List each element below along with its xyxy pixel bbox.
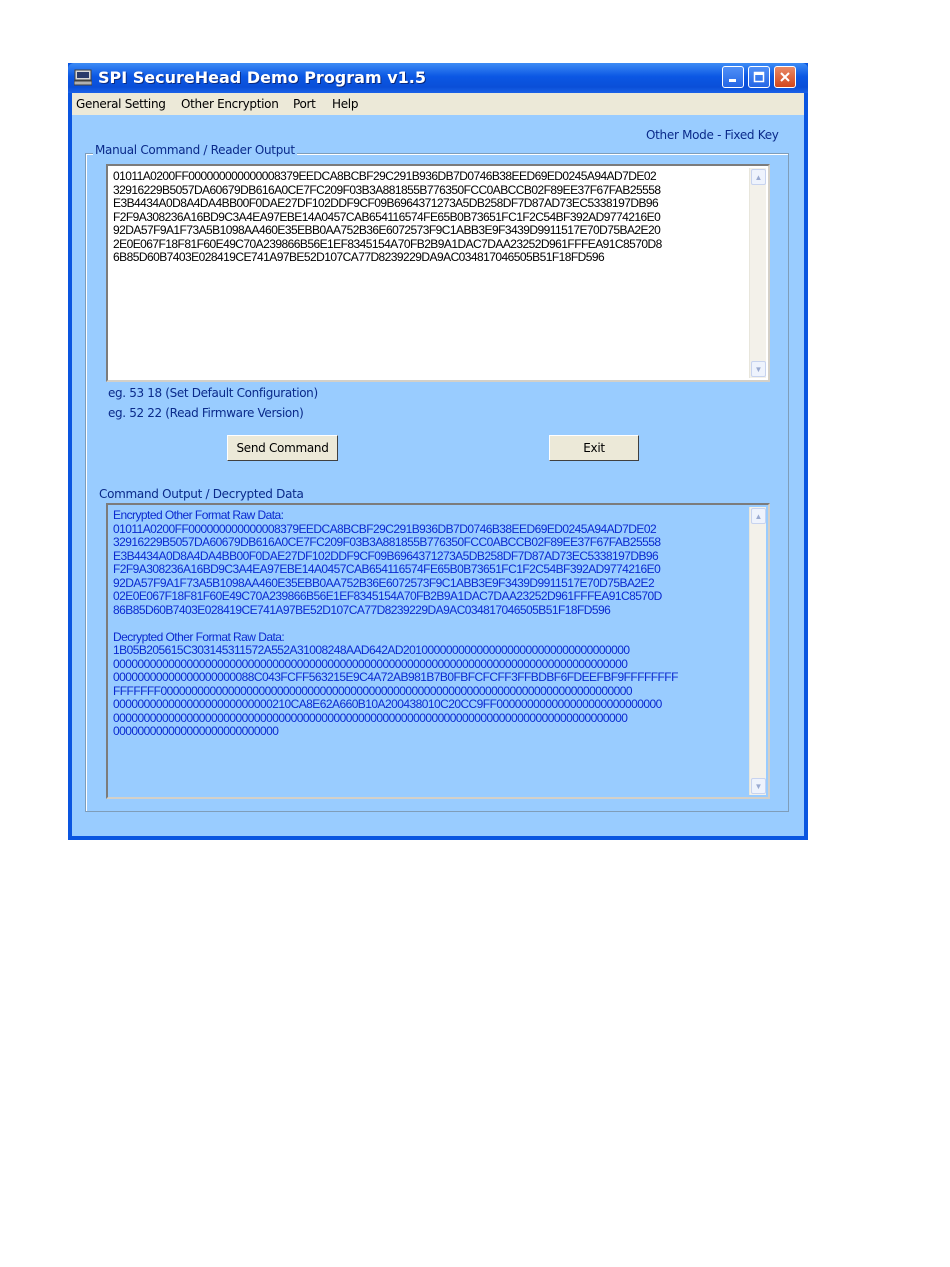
example-read-firmware: eg. 52 22 (Read Firmware Version)	[108, 406, 304, 420]
output-text-line: FFFFFFF00000000000000000000000000000000000000000000000000000000000000000000000000000	[113, 683, 632, 698]
command-output-textarea[interactable]	[106, 503, 770, 799]
manual-text-line: 92DA57F9A1F73A5B1098AA460E35EBB0AA752B36E6072573F9C1ABB3E9F3439D9911517E70D75BA2E20	[113, 223, 661, 237]
maximize-icon	[753, 71, 765, 83]
manual-text-line: F2F9A308236A16BD9C3A4EA97EBE14A0457CAB654116574FE65B0B73651FC1F2C54BF392AD9774216E0	[113, 209, 661, 224]
output-text-line	[113, 617, 741, 631]
close-icon	[779, 71, 791, 83]
app-window	[68, 63, 808, 840]
manual-command-text	[113, 170, 741, 265]
manual-text-line: 6B85D60B7403E028419CE741A97BE52D107CA77D8239229DA9AC034817046505B51F18FD596	[113, 250, 605, 264]
scroll-down-button[interactable]	[751, 361, 766, 377]
menu-port[interactable]: Port	[293, 97, 316, 111]
mode-label: Other Mode - Fixed Key	[646, 128, 779, 142]
output-text-line: E3B4434A0D8A4DA4BB00F0DAE27DF102DDF9CF09B6964371273A5DB258DF7D87AD73EC5338197DB96	[113, 548, 659, 563]
chevron-up-icon: ▲	[754, 172, 763, 182]
scroll-up-button[interactable]	[751, 169, 766, 185]
exit-button[interactable]: Exit	[549, 435, 639, 461]
manual-text-line: E3B4434A0D8A4DA4BB00F0DAE27DF102DDF9CF09B6964371273A5DB258DF7D87AD73EC5338197DB96	[113, 196, 659, 210]
minimize-icon	[727, 71, 739, 83]
menu-general-setting[interactable]: General Setting	[76, 97, 166, 111]
chevron-down-icon: ▼	[754, 364, 763, 374]
menu-other-encryption[interactable]: Other Encryption	[181, 97, 279, 111]
output-text-line: F2F9A308236A16BD9C3A4EA97EBE14A0457CAB654116574FE65B0B73651FC1F2C54BF392AD9774216E0	[113, 562, 661, 576]
output-text-line: 02E0E067F18F81F60E49C70A239866B56E1EF8345154A70FB2B9A1DAC7DAA23252D961FFFEA91C8570D	[113, 589, 662, 603]
menu-help[interactable]: Help	[332, 97, 359, 111]
send-command-button[interactable]: Send Command	[227, 435, 338, 461]
output-text-line: 000000000000000000000000000000000000000000000000000000000000000000000000000000000000	[113, 656, 628, 671]
output-text-line: 00000000000000000000088C043FCFF563215E9C4A72AB981B7B0FBFCFCFF3FFBDBF6FDEEFBF9FFFFFFFF	[113, 670, 678, 684]
chevron-down-icon: ▼	[754, 781, 763, 791]
manual-scrollbar[interactable]	[749, 168, 766, 378]
output-text-line: 01011A0200FF000000000000008379EEDCA8BCBF29C291B936DB7D0746B38EED69ED0245A94AD7DE02	[113, 521, 657, 536]
command-output-text	[113, 509, 741, 739]
output-text-line: 32916229B5057DA60679DB616A0CE7FC209F03B3A881855B776350FCC0ABCCB02F89EE37F67FAB25558	[113, 535, 661, 549]
scroll-down-button[interactable]	[751, 778, 766, 794]
chevron-up-icon: ▲	[754, 511, 763, 521]
output-text-line: 86B85D60B7403E028419CE741A97BE52D107CA77D8239229DA9AC034817046505B51F18FD596	[113, 602, 611, 617]
output-text-line: 1B05B205615C303145311572A552A31008248AAD642AD2010000000000000000000000000000000000	[113, 643, 630, 657]
example-set-default: eg. 53 18 (Set Default Configuration)	[108, 386, 318, 400]
manual-text-line: 2E0E067F18F81F60E49C70A239866B56E1EF8345154A70FB2B9A1DAC7DAA23252D961FFFEA91C8570D8	[113, 236, 662, 251]
terminal-app-icon	[74, 69, 92, 86]
output-text-line: 000000000000000000000000000	[113, 724, 279, 738]
output-text-line: 92DA57F9A1F73A5B1098AA460E35EBB0AA752B36E6072573F9C1ABB3E9F3439D9911517E70D75BA2E2	[113, 575, 655, 590]
close-button[interactable]	[774, 66, 796, 88]
menu-bar	[72, 93, 804, 115]
maximize-button[interactable]	[748, 66, 770, 88]
output-text-line: 000000000000000000000000000000000000000000000000000000000000000000000000000000000000	[113, 710, 628, 725]
output-scrollbar[interactable]	[749, 507, 766, 795]
client-area	[72, 115, 804, 836]
manual-command-textarea[interactable]	[106, 164, 770, 382]
minimize-button[interactable]	[722, 66, 744, 88]
manual-command-group-label: Manual Command / Reader Output	[95, 143, 295, 157]
output-text-line: Decrypted Other Format Raw Data:	[113, 629, 285, 644]
title-bar[interactable]	[68, 63, 808, 93]
window-title: SPI SecureHead Demo Program v1.5	[98, 68, 426, 87]
scroll-up-button[interactable]	[751, 508, 766, 524]
output-text-line: 00000000000000000000000000210CA8E62A660B10A200438010C20CC9FF000000000000000000000000000	[113, 697, 662, 711]
manual-text-line: 01011A0200FF000000000000008379EEDCA8BCBF29C291B936DB7D0746B38EED69ED0245A94AD7DE02	[113, 170, 657, 183]
manual-text-line: 32916229B5057DA60679DB616A0CE7FC209F03B3A881855B776350FCC0ABCCB02F89EE37F67FAB25558	[113, 182, 661, 197]
command-output-label: Command Output / Decrypted Data	[99, 487, 304, 501]
output-text-line: Encrypted Other Format Raw Data:	[113, 509, 284, 522]
